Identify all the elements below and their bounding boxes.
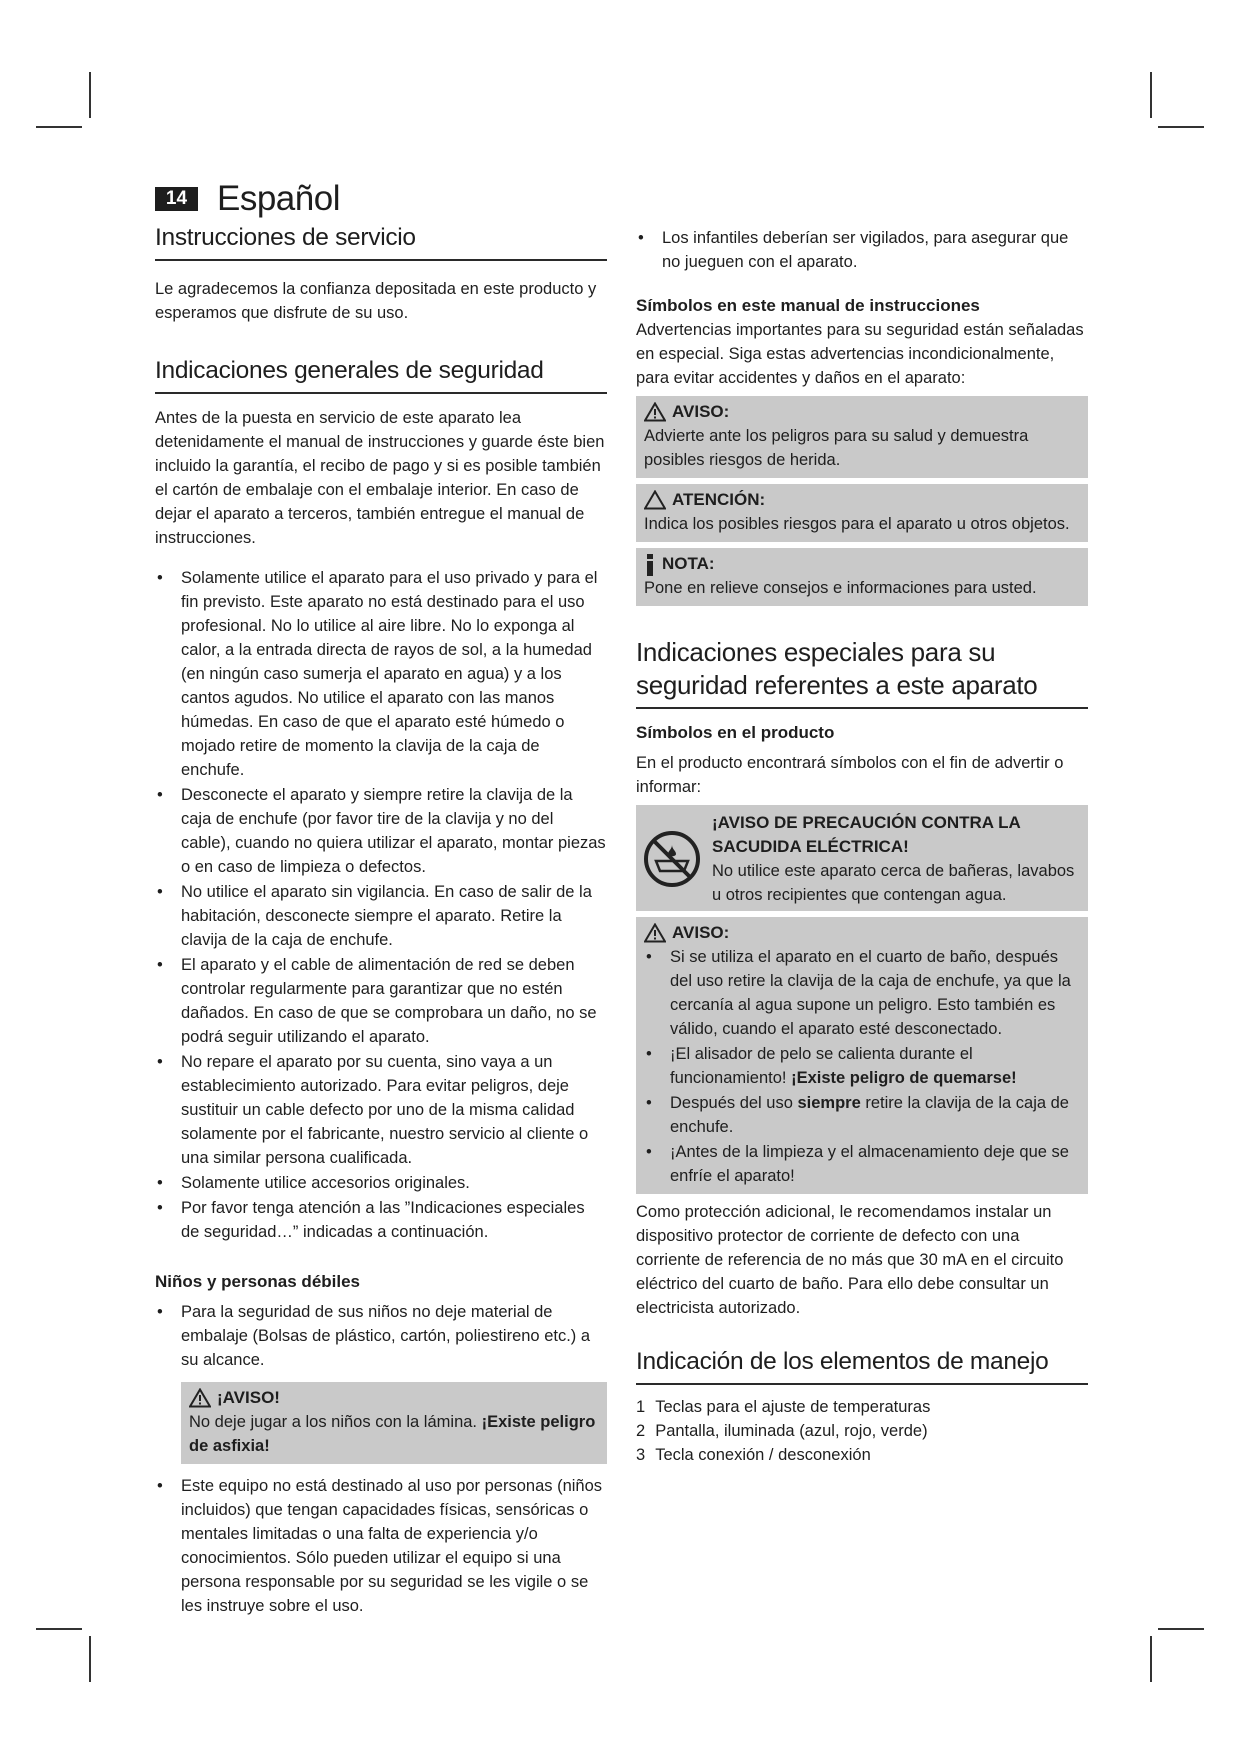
left-column [155, 222, 607, 1618]
electric-shock-text: No utilice este aparato cerca de bañeras, lavabos u otros recipientes que contengan agua. [712, 862, 1075, 904]
electric-shock-box [636, 805, 1088, 911]
section-title-controls: Indicación de los elementos de manejo [636, 1346, 1088, 1385]
list-item: • Este equipo no está destinado al uso por personas (niños incluidos) que tengan capacidades físicas, sensóricas o mentales limitadas o una falta de experiencia y/o conocimientos. Sólo pueden utilizar el equipo si una persona responsable por su seguridad se les vigile o se les instruye sobre el uso. [155, 1474, 607, 1618]
crop-mark [1150, 72, 1152, 118]
manual-symbols-intro: Advertencias importantes para su seguridad están señaladas en especial. Siga estas advertencias incondicionalmente, para evitar accidentes y daños en el aparato: [636, 321, 1084, 387]
aviso-title: AVISO: [672, 402, 730, 421]
crop-mark [89, 1636, 91, 1682]
crop-mark [89, 72, 91, 118]
protection-text: Como protección adicional, le recomendamos instalar un dispositivo protector de corriente de defecto con una corriente de referencia de no más que 30 mA en el circuito eléctrico del cuarto de baño. Para ello debe consultar un electricista autorizado. [636, 1203, 1064, 1317]
list-item: • Para la seguridad de sus niños no deje material de embalaje (Bolsas de plástico, cartón, poliestireno etc.) a su alcance. [155, 1300, 607, 1372]
children-warning-box [181, 1382, 607, 1464]
crop-mark [36, 1628, 82, 1630]
crop-mark [1158, 126, 1204, 128]
aviso-text: Advierte ante los peligros para su salud y demuestra posibles riesgos de herida. [644, 427, 1029, 469]
warning-triangle-icon [644, 402, 666, 422]
list-item: • Si se utiliza el aparato en el cuarto de baño, después del uso retire la clavija de la caja de enchufe, ya que la cercanía al agua supone un peligro. Esto también es válido, cuando el aparato esté desconectado. [644, 945, 1080, 1041]
list-item: • ¡El alisador de pelo se calienta durante el funcionamiento! ¡Existe peligro de quemarse! [644, 1042, 1080, 1090]
list-item: • No utilice el aparato sin vigilancia. En caso de salir de la habitación, desconecte siempre el aparato. Retire la clavija de la caja de enchufe. [155, 880, 607, 952]
warning-triangle-icon [644, 923, 666, 943]
section-title-instructions: Instrucciones de servicio [155, 222, 607, 261]
page-number: 14 [155, 187, 198, 211]
list-item: 3 Tecla conexión / desconexión [636, 1446, 871, 1464]
list-item: • No repare el aparato por su cuenta, sino vaya a un establecimiento autorizado. Para evitar peligros, deje sustituir un cable defecto por uno de la misma calidad solamente por el fabricante, nuestro servicio al cliente o una similar persona cualificada. [155, 1050, 607, 1170]
controls-list [636, 1395, 1088, 1467]
safety-bullets [155, 566, 607, 1244]
persons-bullets [155, 1474, 607, 1618]
aviso2-bullets [644, 945, 1080, 1188]
nota-title: NOTA: [662, 554, 715, 573]
nota-text: Pone en relieve consejos e informaciones para usted. [644, 579, 1037, 597]
page-header [155, 178, 340, 220]
list-item: 1 Teclas para el ajuste de temperaturas [636, 1398, 931, 1416]
top-bullets [636, 226, 1088, 274]
aviso2-title: AVISO: [672, 923, 730, 942]
list-item: • ¡Antes de la limpieza y el almacenamiento deje que se enfríe el aparato! [644, 1140, 1080, 1188]
warning-text: No deje jugar a los niños con la lámina. ¡Existe peligro de asfixia! [189, 1413, 596, 1455]
list-item: • Solamente utilice el aparato para el uso privado y para el fin previsto. Este aparato no está destinado para el uso profesional. No lo utilice al aire libre. No lo exponga al calor, a la entrada directa de rayos de sol, a la humedad (en ningún caso sumerja el aparato en agua) y a los cantos agudos. No utilice el aparato con las manos húmedas. En caso de que el aparato esté húmedo o mojado retire de momento la clavija de la caja de enchufe. [155, 566, 607, 782]
atencion-box [636, 484, 1088, 542]
crop-mark [1150, 1636, 1152, 1682]
aviso-box [636, 396, 1088, 478]
electric-shock-content [712, 811, 1080, 907]
warning-triangle-icon [189, 1388, 211, 1408]
electric-shock-title: ¡AVISO DE PRECAUCIÓN CONTRA LA SACUDIDA ELÉCTRICA! [712, 813, 1021, 856]
warning-box-title [189, 1386, 599, 1410]
list-item: • El aparato y el cable de alimentación de red se deben controlar regularmente para garantizar que no estén dañados. En caso de que se comprobara un daño, no se podrá seguir utilizando el aparato. [155, 953, 607, 1049]
language-title: Español [217, 179, 340, 218]
children-bullets [155, 1300, 607, 1372]
list-item: 2 Pantalla, iluminada (azul, rojo, verde) [636, 1422, 928, 1440]
warning-title-text: ¡AVISO! [217, 1388, 280, 1407]
list-item: • Solamente utilice accesorios originales. [155, 1171, 607, 1195]
list-item: • Los infantiles deberían ser vigilados, para asegurar que no jueguen con el aparato. [636, 226, 1088, 274]
aviso-bathroom-box [636, 917, 1088, 1194]
atencion-title: ATENCIÓN: [672, 490, 766, 509]
safety-intro: Antes de la puesta en servicio de este aparato lea detenidamente el manual de instrucciones y guarde éste bien incluido la garantía, el recibo de pago y si es posible también el cartón de embalaje con el embalaje interior. En caso de dejar el aparato a terceros, también entregue el manual de instrucciones. [155, 409, 605, 547]
manual-symbols-title: Símbolos en este manual de instrucciones [636, 296, 980, 315]
info-icon [644, 554, 656, 574]
caution-triangle-icon [644, 490, 666, 510]
crop-mark [36, 126, 82, 128]
section-title-special-safety: Indicaciones especiales para su seguridad referentes a este aparato [636, 636, 1088, 709]
children-title: Niños y personas débiles [155, 1272, 361, 1291]
list-item: • Desconecte el aparato y siempre retire la clavija de la caja de enchufe (por favor tire de la clavija y no del cable), cuando no quiera utilizar el aparato, montar piezas o en caso de limpieza o defectos. [155, 783, 607, 879]
atencion-text: Indica los posibles riesgos para el aparato u otros objetos. [644, 515, 1070, 533]
right-column [636, 226, 1088, 1467]
crop-mark [1158, 1628, 1204, 1630]
product-symbols-intro: En el producto encontrará símbolos con el fin de advertir o informar: [636, 754, 1064, 796]
list-item: • Por favor tenga atención a las ”Indicaciones especiales de seguridad…” indicadas a continuación. [155, 1196, 607, 1244]
intro-text: Le agradecemos la confianza depositada en este producto y esperamos que disfrute de su uso. [155, 280, 597, 322]
product-symbols-title: Símbolos en el producto [636, 723, 835, 742]
section-title-general-safety: Indicaciones generales de seguridad [155, 355, 607, 394]
nota-box [636, 548, 1088, 606]
no-bath-water-icon [642, 829, 702, 889]
list-item: • Después del uso siempre retire la clavija de la caja de enchufe. [644, 1091, 1080, 1139]
